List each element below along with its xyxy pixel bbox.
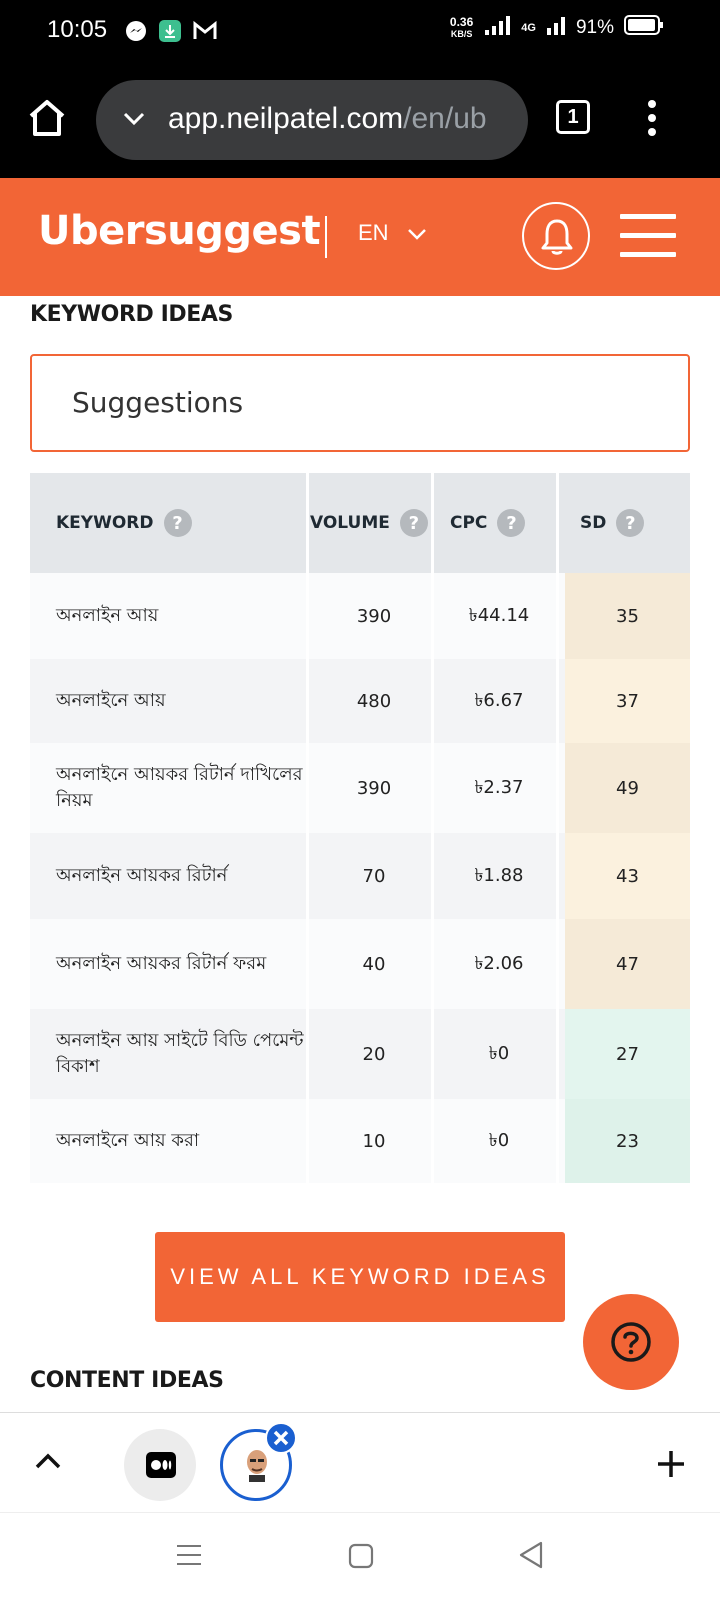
- table-row[interactable]: [30, 743, 690, 833]
- sd-header-label: SD: [580, 513, 607, 533]
- messenger-icon: [125, 20, 147, 42]
- back-icon[interactable]: [518, 1541, 544, 1573]
- keyword-header-label: KEYWORD: [56, 513, 154, 533]
- suggestions-tab[interactable]: [30, 354, 690, 452]
- avatar: [243, 1448, 271, 1486]
- profile-tab[interactable]: [220, 1429, 292, 1501]
- home-nav-icon[interactable]: [348, 1543, 374, 1573]
- sd-cell: 35: [565, 573, 690, 659]
- menu-line: [620, 252, 676, 257]
- hamburger-menu-button[interactable]: [620, 214, 676, 258]
- chevron-up-icon[interactable]: [34, 1451, 62, 1475]
- download-icon: [159, 20, 181, 42]
- speed-unit: KB/S: [450, 28, 473, 39]
- brand-logo[interactable]: Ubersuggest: [38, 208, 321, 254]
- volume-cell: 390: [356, 605, 392, 627]
- volume-header-label: VOLUME: [310, 513, 390, 533]
- cpc-cell: ৳0: [488, 1129, 510, 1151]
- column-header-sd[interactable]: [580, 473, 644, 573]
- cpc-cell: ৳1.88: [474, 864, 524, 886]
- chevron-down-icon[interactable]: [122, 110, 146, 132]
- keyword-cell[interactable]: অনলাইনে আয় করা: [56, 1130, 200, 1151]
- recent-apps-icon[interactable]: [176, 1543, 202, 1571]
- system-navigation-bar: [0, 1512, 720, 1600]
- column-header-cpc[interactable]: [450, 473, 525, 573]
- volume-cell: 10: [362, 1130, 386, 1152]
- volume-cell: 70: [362, 865, 386, 887]
- volume-cell: 40: [362, 953, 386, 975]
- volume-cell: 480: [356, 690, 392, 712]
- keyword-cell[interactable]: অনলাইন আয়কর রিটার্ন ফরম: [56, 953, 267, 974]
- cpc-header-label: CPC: [450, 513, 488, 533]
- url-host: app.neilpatel.com: [168, 102, 404, 135]
- battery-percent: 91%: [575, 16, 614, 38]
- keyword-cell[interactable]: অনলাইন আয়: [56, 605, 159, 626]
- sd-cell: 43: [565, 833, 690, 919]
- address-bar[interactable]: [96, 80, 528, 160]
- volume-cell: 390: [356, 777, 392, 799]
- signal-icon: [483, 14, 511, 41]
- sd-cell: 49: [565, 743, 690, 833]
- speed-value: 0.36: [449, 14, 474, 29]
- sd-cell: 23: [565, 1099, 690, 1183]
- battery-icon: [624, 14, 664, 41]
- table-header: [30, 473, 690, 573]
- status-bar: [0, 0, 720, 60]
- bell-icon: [539, 217, 575, 261]
- question-circle-icon: [610, 1321, 652, 1367]
- notifications-button[interactable]: [522, 202, 590, 270]
- help-icon[interactable]: ?: [400, 509, 428, 537]
- medium-icon: [146, 1452, 176, 1482]
- table-row[interactable]: [30, 833, 690, 919]
- sd-cell: 37: [565, 659, 690, 743]
- keyword-ideas-title: KEYWORD IDEAS: [30, 302, 233, 327]
- tab-switcher-button[interactable]: [556, 100, 590, 134]
- cpc-cell: ৳2.06: [474, 952, 524, 974]
- help-button[interactable]: [583, 1294, 679, 1390]
- cpc-cell: ৳0: [488, 1042, 510, 1064]
- status-indicators: [450, 14, 664, 41]
- content-ideas-title: CONTENT IDEAS: [30, 1368, 224, 1393]
- network-type: 4G: [521, 21, 536, 34]
- cpc-cell: ৳44.14: [468, 604, 530, 626]
- help-icon[interactable]: ?: [616, 509, 644, 537]
- keyword-cell[interactable]: অনলাইনে আয়: [56, 690, 166, 711]
- keyword-cell[interactable]: অনলাইন আয় সাইটে বিডি পেমেন্ট বিকাশ: [56, 1030, 304, 1077]
- sd-cell: 27: [565, 1009, 690, 1099]
- table-row[interactable]: [30, 659, 690, 743]
- view-all-keyword-ideas-button[interactable]: VIEW ALL KEYWORD IDEAS: [155, 1232, 565, 1322]
- help-icon[interactable]: ?: [164, 509, 192, 537]
- menu-line: [620, 214, 676, 219]
- suggestions-label: Suggestions: [72, 386, 244, 419]
- header-divider: [325, 216, 327, 258]
- chevron-down-icon: [407, 221, 427, 247]
- volume-cell: 20: [362, 1043, 386, 1065]
- table-row[interactable]: [30, 573, 690, 659]
- more-options-icon[interactable]: [646, 100, 658, 140]
- site-header: [0, 178, 720, 296]
- url-text[interactable]: [168, 102, 487, 136]
- browser-bottom-bar: [0, 1412, 720, 1512]
- add-tab-icon[interactable]: [656, 1449, 686, 1483]
- keyword-table: [30, 473, 690, 1183]
- column-divider: [306, 473, 309, 1185]
- home-icon[interactable]: [28, 98, 66, 142]
- browser-toolbar: [0, 60, 720, 178]
- signal-icon-2: [546, 14, 566, 41]
- tab-count: 1: [567, 105, 579, 128]
- menu-line: [620, 233, 676, 238]
- table-row[interactable]: [30, 919, 690, 1009]
- table-row[interactable]: [30, 1099, 690, 1183]
- column-header-keyword[interactable]: [56, 473, 192, 573]
- url-path: /en/ub: [403, 102, 487, 135]
- status-time: 10:05: [47, 16, 108, 43]
- language-label: EN: [358, 220, 389, 245]
- gmail-icon: [193, 20, 215, 42]
- sd-cell: 47: [565, 919, 690, 1009]
- cpc-cell: ৳2.37: [474, 776, 524, 798]
- table-row[interactable]: [30, 1009, 690, 1099]
- column-divider: [431, 473, 434, 1185]
- help-icon[interactable]: ?: [497, 509, 525, 537]
- cpc-cell: ৳6.67: [474, 689, 524, 711]
- column-header-volume[interactable]: [310, 473, 438, 573]
- network-speed: [450, 16, 473, 40]
- close-icon[interactable]: [265, 1422, 297, 1454]
- language-selector[interactable]: [358, 220, 427, 247]
- keyword-cell[interactable]: অনলাইন আয়কর রিটার্ন: [56, 865, 228, 886]
- keyword-cell[interactable]: অনলাইনে আয়কর রিটার্ন দাখিলের নিয়ম: [56, 764, 303, 811]
- column-divider: [556, 473, 559, 1185]
- medium-app-tab[interactable]: [124, 1429, 196, 1501]
- table-body: [30, 573, 690, 1183]
